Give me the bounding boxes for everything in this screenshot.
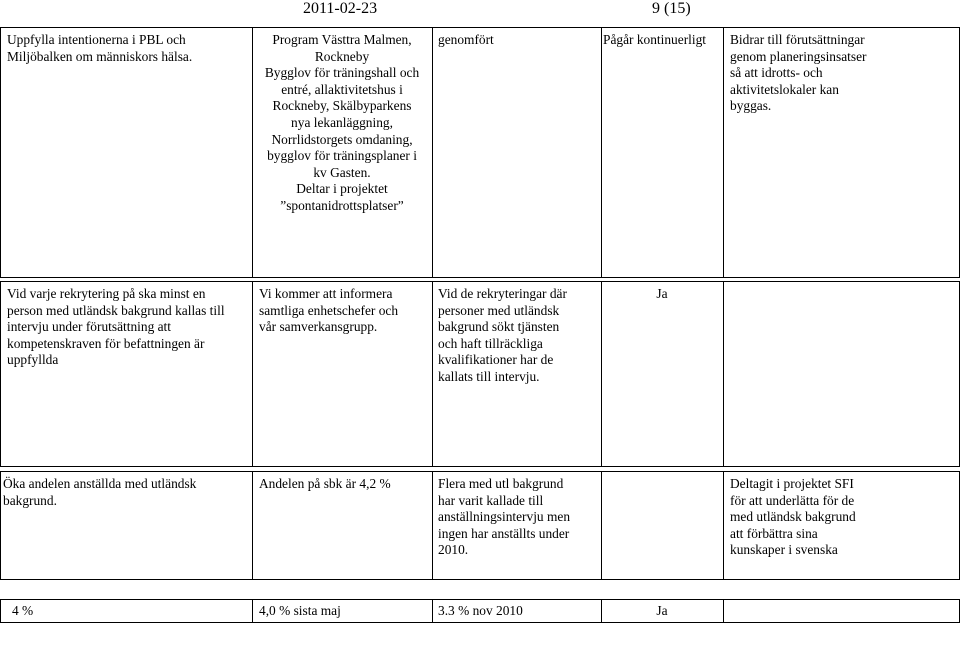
col-divider-r1-4 xyxy=(723,27,724,277)
row1-outcome: Bidrar till förutsättningar genom planeringsinsatser så att idrotts- och aktivitetslokaler kan byggas. xyxy=(730,32,867,114)
col-divider-r4-0 xyxy=(0,599,1,622)
col-divider-r4-4 xyxy=(723,599,724,622)
row2-goal: Vid varje rekrytering på ska minst en person med utländsk bakgrund kallas till intervju under förutsättning att kompetenskraven för befattningen är uppfyllda xyxy=(7,286,225,368)
col-divider-r1-3 xyxy=(601,27,602,277)
table-border-bottom xyxy=(0,622,960,623)
row3-actions: Andelen på sbk är 4,2 % xyxy=(259,476,391,491)
col-divider-r3-4 xyxy=(723,471,724,579)
row4-actions: 4,0 % sista maj xyxy=(259,603,341,618)
col-divider-r3-1 xyxy=(252,471,253,579)
row2-progress: Ja xyxy=(656,286,668,301)
col-divider-r4-1 xyxy=(252,599,253,622)
row1-progress: Pågår kontinuerligt xyxy=(603,32,707,47)
table-border-top xyxy=(0,27,960,28)
header-page-number: 9 (15) xyxy=(652,0,691,17)
col-divider-r3-3 xyxy=(601,471,602,579)
col-divider-r1-2 xyxy=(432,27,433,277)
table-border-row3-top xyxy=(0,471,960,472)
row4-progress: Ja xyxy=(656,603,668,618)
row3-goal: Öka andelen anställda med utländsk bakgrund. xyxy=(3,476,197,508)
col-divider-r2-0 xyxy=(0,281,1,466)
row2-actions: Vi kommer att informera samtliga enhetschefer och vår samverkansgrupp. xyxy=(259,286,399,335)
table-border-row2-top xyxy=(0,281,960,282)
row3-outcome: Deltagit i projektet SFI för att underlätta för de med utländsk bakgrund att förbättra sina kunskaper i svenska xyxy=(730,476,856,558)
col-divider-r3-0 xyxy=(0,471,1,579)
col-divider-r2-2 xyxy=(432,281,433,466)
table-border-row3-bottom xyxy=(0,579,960,580)
col-divider-r1-0 xyxy=(0,27,1,277)
col-divider-r3-2 xyxy=(432,471,433,579)
row1-goal: Uppfylla intentionerna i PBL och Miljöbalken om människors hälsa. xyxy=(7,32,193,64)
col-divider-r2-3 xyxy=(601,281,602,466)
table-border-row1-bottom xyxy=(0,277,960,278)
col-divider-r2-1 xyxy=(252,281,253,466)
col-divider-r4-2 xyxy=(432,599,433,622)
row3-status: Flera med utl bakgrund har varit kallade till anställningsintervju men ingen har anställts under 2010. xyxy=(438,476,571,558)
row4-status: 3.3 % nov 2010 xyxy=(438,603,523,618)
table-border-row2-bottom xyxy=(0,466,960,467)
row1-actions: Program Västtra Malmen, Rockneby Bygglov för träningshall och entré, allaktivitetshus i Rockneby, Skälbyparkens nya lekanläggning, Norrlidstorgets omdaning, bygglov för träningsplaner i kv Gasten. Deltar i projektet ”spontanidrottsplatser” xyxy=(264,32,420,213)
row4-goal: 4 % xyxy=(12,603,34,618)
row2-status: Vid de rekryteringar där personer med utländsk bakgrund sökt tjänsten och haft tillräckliga kvalifikationer har de kallats till intervju. xyxy=(438,286,567,384)
table-border-row4-top xyxy=(0,599,960,600)
col-divider-r2-4 xyxy=(723,281,724,466)
row1-status: genomfört xyxy=(438,32,494,47)
header-date: 2011-02-23 xyxy=(303,0,378,17)
